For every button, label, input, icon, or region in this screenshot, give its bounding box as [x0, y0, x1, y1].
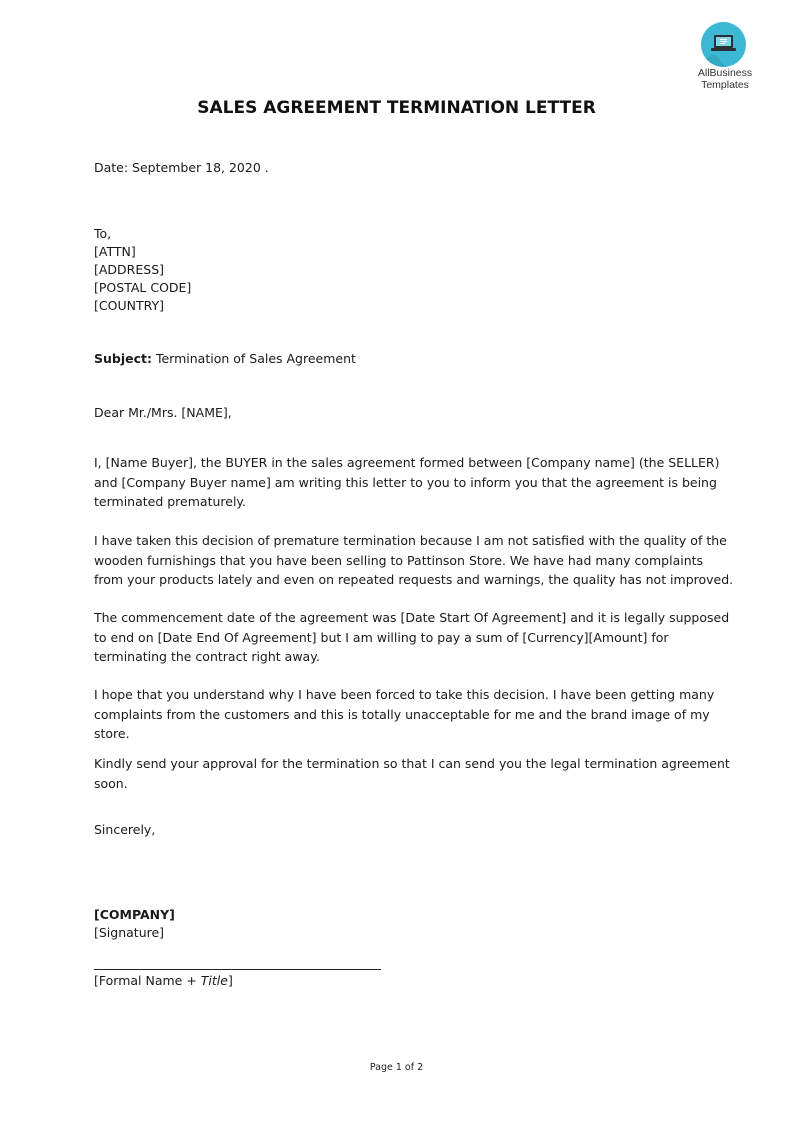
paragraph-line: terminating the contract right away.: [94, 649, 320, 664]
signature-line: [94, 969, 381, 970]
allbusiness-templates-logo[interactable]: [690, 22, 760, 92]
formal-name-prefix: [Formal Name +: [94, 973, 201, 988]
paragraph-line: soon.: [94, 775, 128, 791]
laptop-icon: [701, 22, 746, 67]
paragraph-line: I, [Name Buyer], the BUYER in the sales agreement formed between [Company name] (the SELLER): [94, 455, 720, 470]
signature-placeholder: [Signature]: [94, 925, 165, 940]
paragraph-line: to end on [Date End Of Agreement] but I am willing to pay a sum of [Currency][Amount] for: [94, 629, 669, 645]
page-number: Page 1 of 2: [369, 1062, 424, 1073]
logo-line-2: Templates: [701, 79, 749, 91]
signature-company: [COMPANY]: [94, 907, 175, 922]
salutation: Dear Mr./Mrs. [NAME],: [94, 405, 232, 420]
formal-name-line: [94, 972, 233, 990]
subject-label: Subject:: [94, 351, 152, 366]
date-line: Date: September 18, 2020 .: [94, 160, 269, 175]
paragraph-line: Kindly send your approval for the termination so that I can send you the legal termination agreement: [94, 756, 730, 771]
address-address: [ADDRESS]: [94, 262, 165, 277]
closing: Sincerely,: [94, 822, 156, 837]
address-to: To,: [94, 226, 112, 241]
address-postal-code: [POSTAL CODE]: [94, 280, 192, 295]
document-title: SALES AGREEMENT TERMINATION LETTER: [197, 98, 596, 118]
formal-name-suffix: ]: [227, 973, 233, 988]
paragraph-1: [94, 453, 720, 512]
paragraph-line: The commencement date of the agreement was [Date Start Of Agreement] and it is legally supposed: [94, 610, 730, 625]
paragraph-line: from your products lately and even on repeated requests and warnings, the quality has not improved.: [94, 572, 734, 587]
subject-line: [94, 350, 356, 368]
logo-text: [690, 67, 760, 91]
paragraph-line: store.: [94, 726, 130, 741]
paragraph-line: complaints from the customers and this is totally unacceptable for me and the brand image of my: [94, 706, 710, 722]
paragraph-line: I have taken this decision of premature termination because I am not satisfied with the quality of the: [94, 533, 727, 548]
paragraph-line: terminated prematurely.: [94, 494, 247, 509]
paragraph-3: [94, 608, 730, 667]
paragraph-line: I hope that you understand why I have been forced to take this decision. I have been getting many: [94, 687, 715, 702]
address-country: [COUNTRY]: [94, 298, 164, 313]
paragraph-line: and [Company Buyer name] am writing this letter to you to inform you that the agreement is being: [94, 474, 717, 490]
paragraph-5: [94, 754, 730, 793]
paragraph-line: wooden furnishings that you have been selling to Pattinson Store. We have had many complaints: [94, 552, 704, 568]
paragraph-4: [94, 685, 715, 744]
subject-text: Termination of Sales Agreement: [152, 351, 356, 366]
formal-name-title: Title: [200, 973, 228, 988]
paragraph-2: [94, 531, 734, 590]
logo-line-1: AllBusiness: [697, 67, 753, 79]
address-attn: [ATTN]: [94, 244, 136, 259]
